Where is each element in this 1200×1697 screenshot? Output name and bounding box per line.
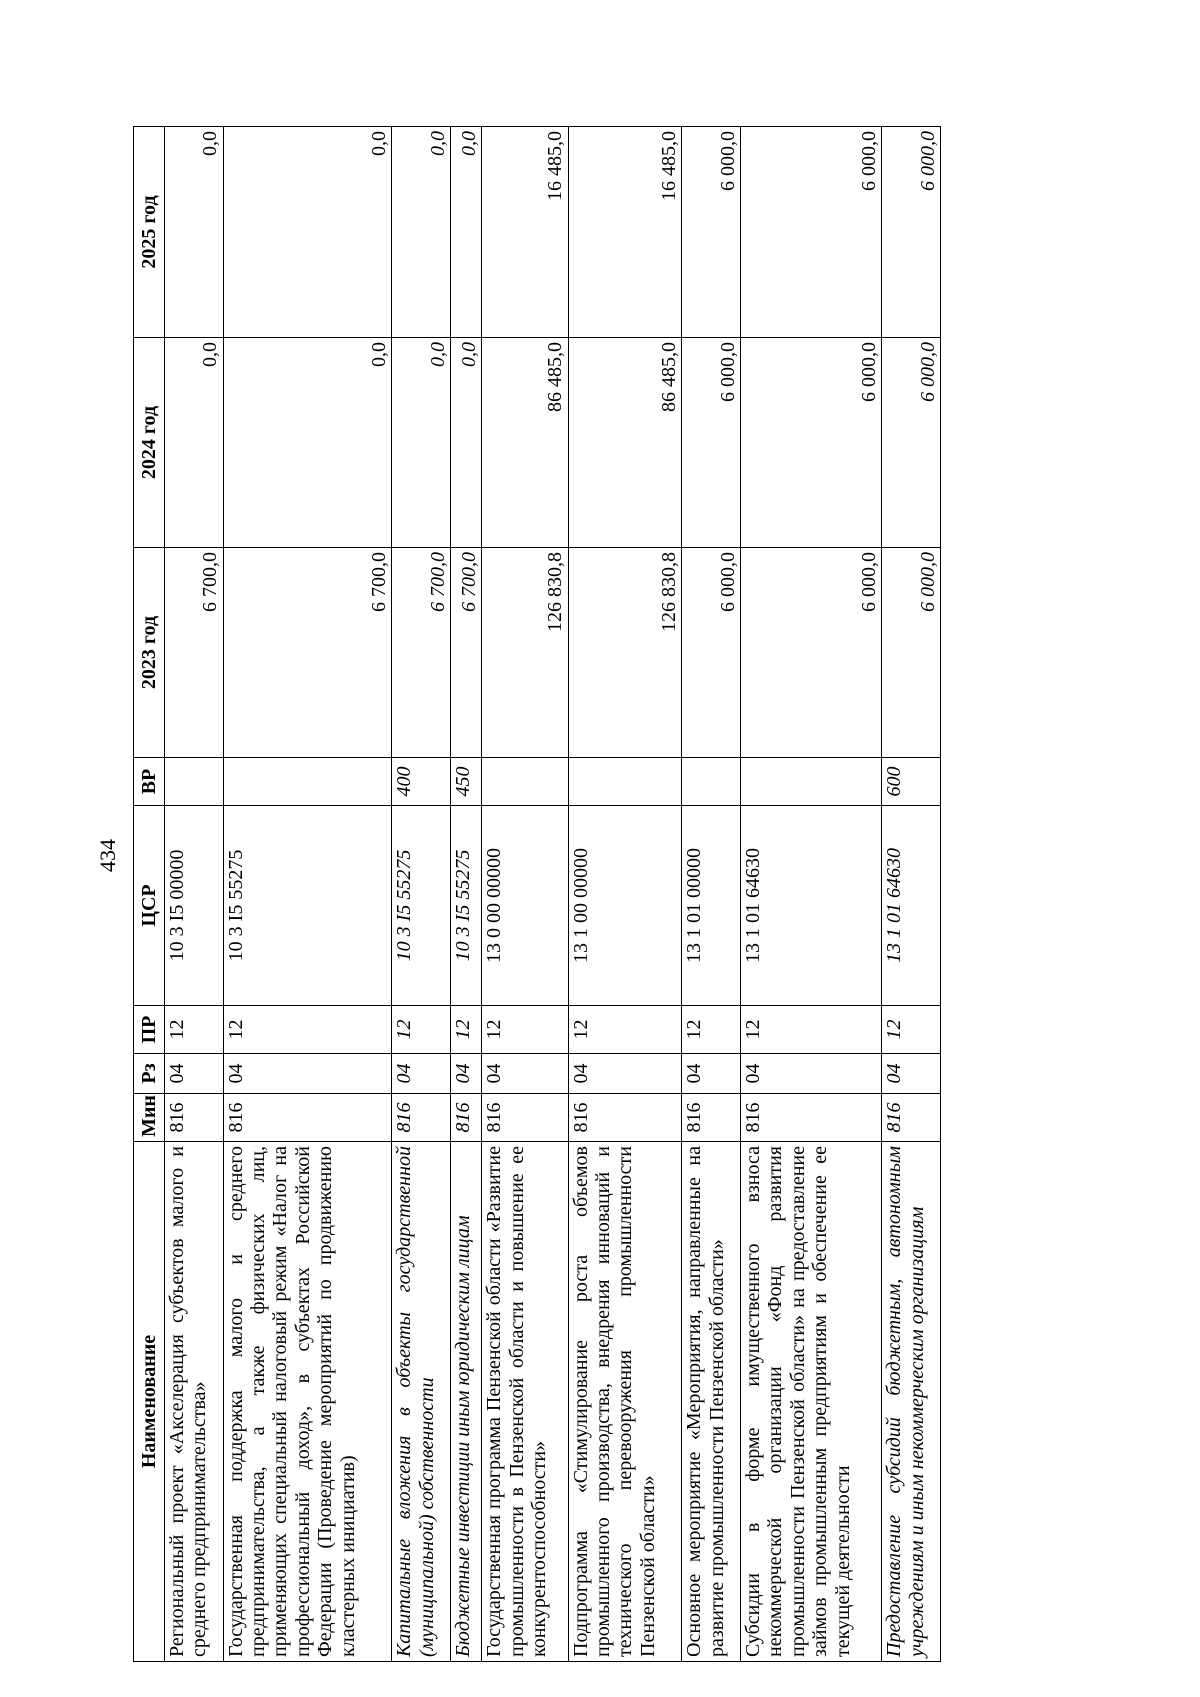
cell-y2024: 6 000,0 (882, 338, 941, 548)
cell-y2025: 6 000,0 (740, 127, 881, 338)
cell-pr: 12 (568, 1006, 682, 1054)
cell-name: Субсидии в форме имущественного взноса некоммерческой организации «Фонд развития промышленности Пензенской области» на предоставление займов промышленным предприятиям и обеспечение ее текущей деятельности (740, 1142, 881, 1662)
cell-pr: 12 (392, 1006, 451, 1054)
cell-min: 816 (392, 1094, 451, 1142)
cell-y2025: 16 485,0 (568, 127, 682, 338)
table-body (165, 127, 941, 1662)
cell-rz: 04 (223, 1054, 392, 1094)
cell-csr: 13 1 00 00000 (568, 806, 682, 1006)
table-row (482, 127, 568, 1662)
cell-vr: 400 (392, 758, 451, 806)
cell-rz: 04 (682, 1054, 741, 1094)
cell-name: Государственная программа Пензенской области «Развитие промышленности в Пензенской области и повышение ее конкурентоспособности» (482, 1142, 568, 1662)
cell-y2024: 6 000,0 (740, 338, 881, 548)
cell-name: Предоставление субсидий бюджетным, автономным учреждениям и иным некоммерческим организациям (882, 1142, 941, 1662)
cell-vr (223, 758, 392, 806)
cell-csr: 13 1 01 64630 (882, 806, 941, 1006)
cell-min: 816 (882, 1094, 941, 1142)
cell-y2025: 6 000,0 (682, 127, 741, 338)
table-header-row (134, 127, 165, 1662)
table-row (451, 127, 482, 1662)
cell-rz: 04 (451, 1054, 482, 1094)
cell-min: 816 (682, 1094, 741, 1142)
cell-csr: 13 1 01 00000 (682, 806, 741, 1006)
cell-y2025: 0,0 (165, 127, 224, 338)
header-2025: 2025 год (134, 127, 165, 338)
cell-y2025: 16 485,0 (482, 127, 568, 338)
cell-rz: 04 (392, 1054, 451, 1094)
table-row (682, 127, 741, 1662)
cell-csr: 10 3 I5 55275 (392, 806, 451, 1006)
cell-vr (740, 758, 881, 806)
cell-pr: 12 (451, 1006, 482, 1054)
header-csr: ЦСР (134, 806, 165, 1006)
cell-y2024: 0,0 (392, 338, 451, 548)
header-vr: ВР (134, 758, 165, 806)
cell-y2023: 126 830,8 (482, 548, 568, 758)
table-row (223, 127, 392, 1662)
table-row (165, 127, 224, 1662)
cell-csr: 13 0 00 00000 (482, 806, 568, 1006)
cell-y2025: 0,0 (451, 127, 482, 338)
cell-y2023: 126 830,8 (568, 548, 682, 758)
cell-y2023: 6 700,0 (451, 548, 482, 758)
cell-vr: 450 (451, 758, 482, 806)
cell-pr: 12 (740, 1006, 881, 1054)
header-2024: 2024 год (134, 338, 165, 548)
cell-name: Бюджетные инвестиции иным юридическим лицам (451, 1142, 482, 1662)
cell-min: 816 (482, 1094, 568, 1142)
cell-y2025: 0,0 (392, 127, 451, 338)
cell-y2024: 86 485,0 (482, 338, 568, 548)
cell-y2025: 0,0 (223, 127, 392, 338)
header-rz: Рз (134, 1054, 165, 1094)
header-name: Наименование (134, 1142, 165, 1662)
cell-csr: 10 3 I5 55275 (223, 806, 392, 1006)
cell-rz: 04 (568, 1054, 682, 1094)
cell-y2024: 6 000,0 (682, 338, 741, 548)
cell-vr (482, 758, 568, 806)
cell-csr: 10 3 I5 55275 (451, 806, 482, 1006)
table-row (568, 127, 682, 1662)
cell-rz: 04 (740, 1054, 881, 1094)
header-2023: 2023 год (134, 548, 165, 758)
cell-y2024: 86 485,0 (568, 338, 682, 548)
cell-min: 816 (568, 1094, 682, 1142)
cell-name: Региональный проект «Акселерация субъектов малого и среднего предпринимательства» (165, 1142, 224, 1662)
cell-pr: 12 (882, 1006, 941, 1054)
cell-pr: 12 (165, 1006, 224, 1054)
cell-name: Капитальные вложения в объекты государственной (муниципальной) собственности (392, 1142, 451, 1662)
cell-pr: 12 (223, 1006, 392, 1054)
cell-y2024: 0,0 (451, 338, 482, 548)
cell-vr (165, 758, 224, 806)
cell-y2025: 6 000,0 (882, 127, 941, 338)
budget-table-container (133, 127, 941, 1662)
cell-min: 816 (740, 1094, 881, 1142)
budget-table (133, 126, 941, 1662)
cell-name: Подпрограмма «Стимулирование роста объемов промышленного производства, внедрения инноваций и технического перевооружения промышленности Пензенской области» (568, 1142, 682, 1662)
cell-csr: 13 1 01 64630 (740, 806, 881, 1006)
cell-y2024: 0,0 (165, 338, 224, 548)
table-row (740, 127, 881, 1662)
cell-vr (568, 758, 682, 806)
cell-vr (682, 758, 741, 806)
cell-y2023: 6 700,0 (392, 548, 451, 758)
table-row (882, 127, 941, 1662)
cell-pr: 12 (482, 1006, 568, 1054)
table-row (392, 127, 451, 1662)
cell-rz: 04 (882, 1054, 941, 1094)
cell-y2023: 6 000,0 (882, 548, 941, 758)
cell-y2023: 6 000,0 (740, 548, 881, 758)
cell-rz: 04 (165, 1054, 224, 1094)
cell-min: 816 (165, 1094, 224, 1142)
cell-y2024: 0,0 (223, 338, 392, 548)
cell-min: 816 (451, 1094, 482, 1142)
cell-y2023: 6 700,0 (165, 548, 224, 758)
header-pr: ПР (134, 1006, 165, 1054)
cell-csr: 10 3 I5 00000 (165, 806, 224, 1006)
cell-vr: 600 (882, 758, 941, 806)
cell-name: Основное мероприятие «Мероприятия, направленные на развитие промышленности Пензенской области» (682, 1142, 741, 1662)
cell-name: Государственная поддержка малого и среднего предпринимательства, а также физических лиц, применяющих специальный налоговый режим «Налог на профессиональный доход», в субъектах Российской Федерации (Проведение мероприятий по продвижению кластерных инициатив) (223, 1142, 392, 1662)
cell-pr: 12 (682, 1006, 741, 1054)
page-number: 434 (95, 839, 120, 872)
cell-min: 816 (223, 1094, 392, 1142)
cell-y2023: 6 700,0 (223, 548, 392, 758)
cell-rz: 04 (482, 1054, 568, 1094)
cell-y2023: 6 000,0 (682, 548, 741, 758)
header-min: Мин (134, 1094, 165, 1142)
